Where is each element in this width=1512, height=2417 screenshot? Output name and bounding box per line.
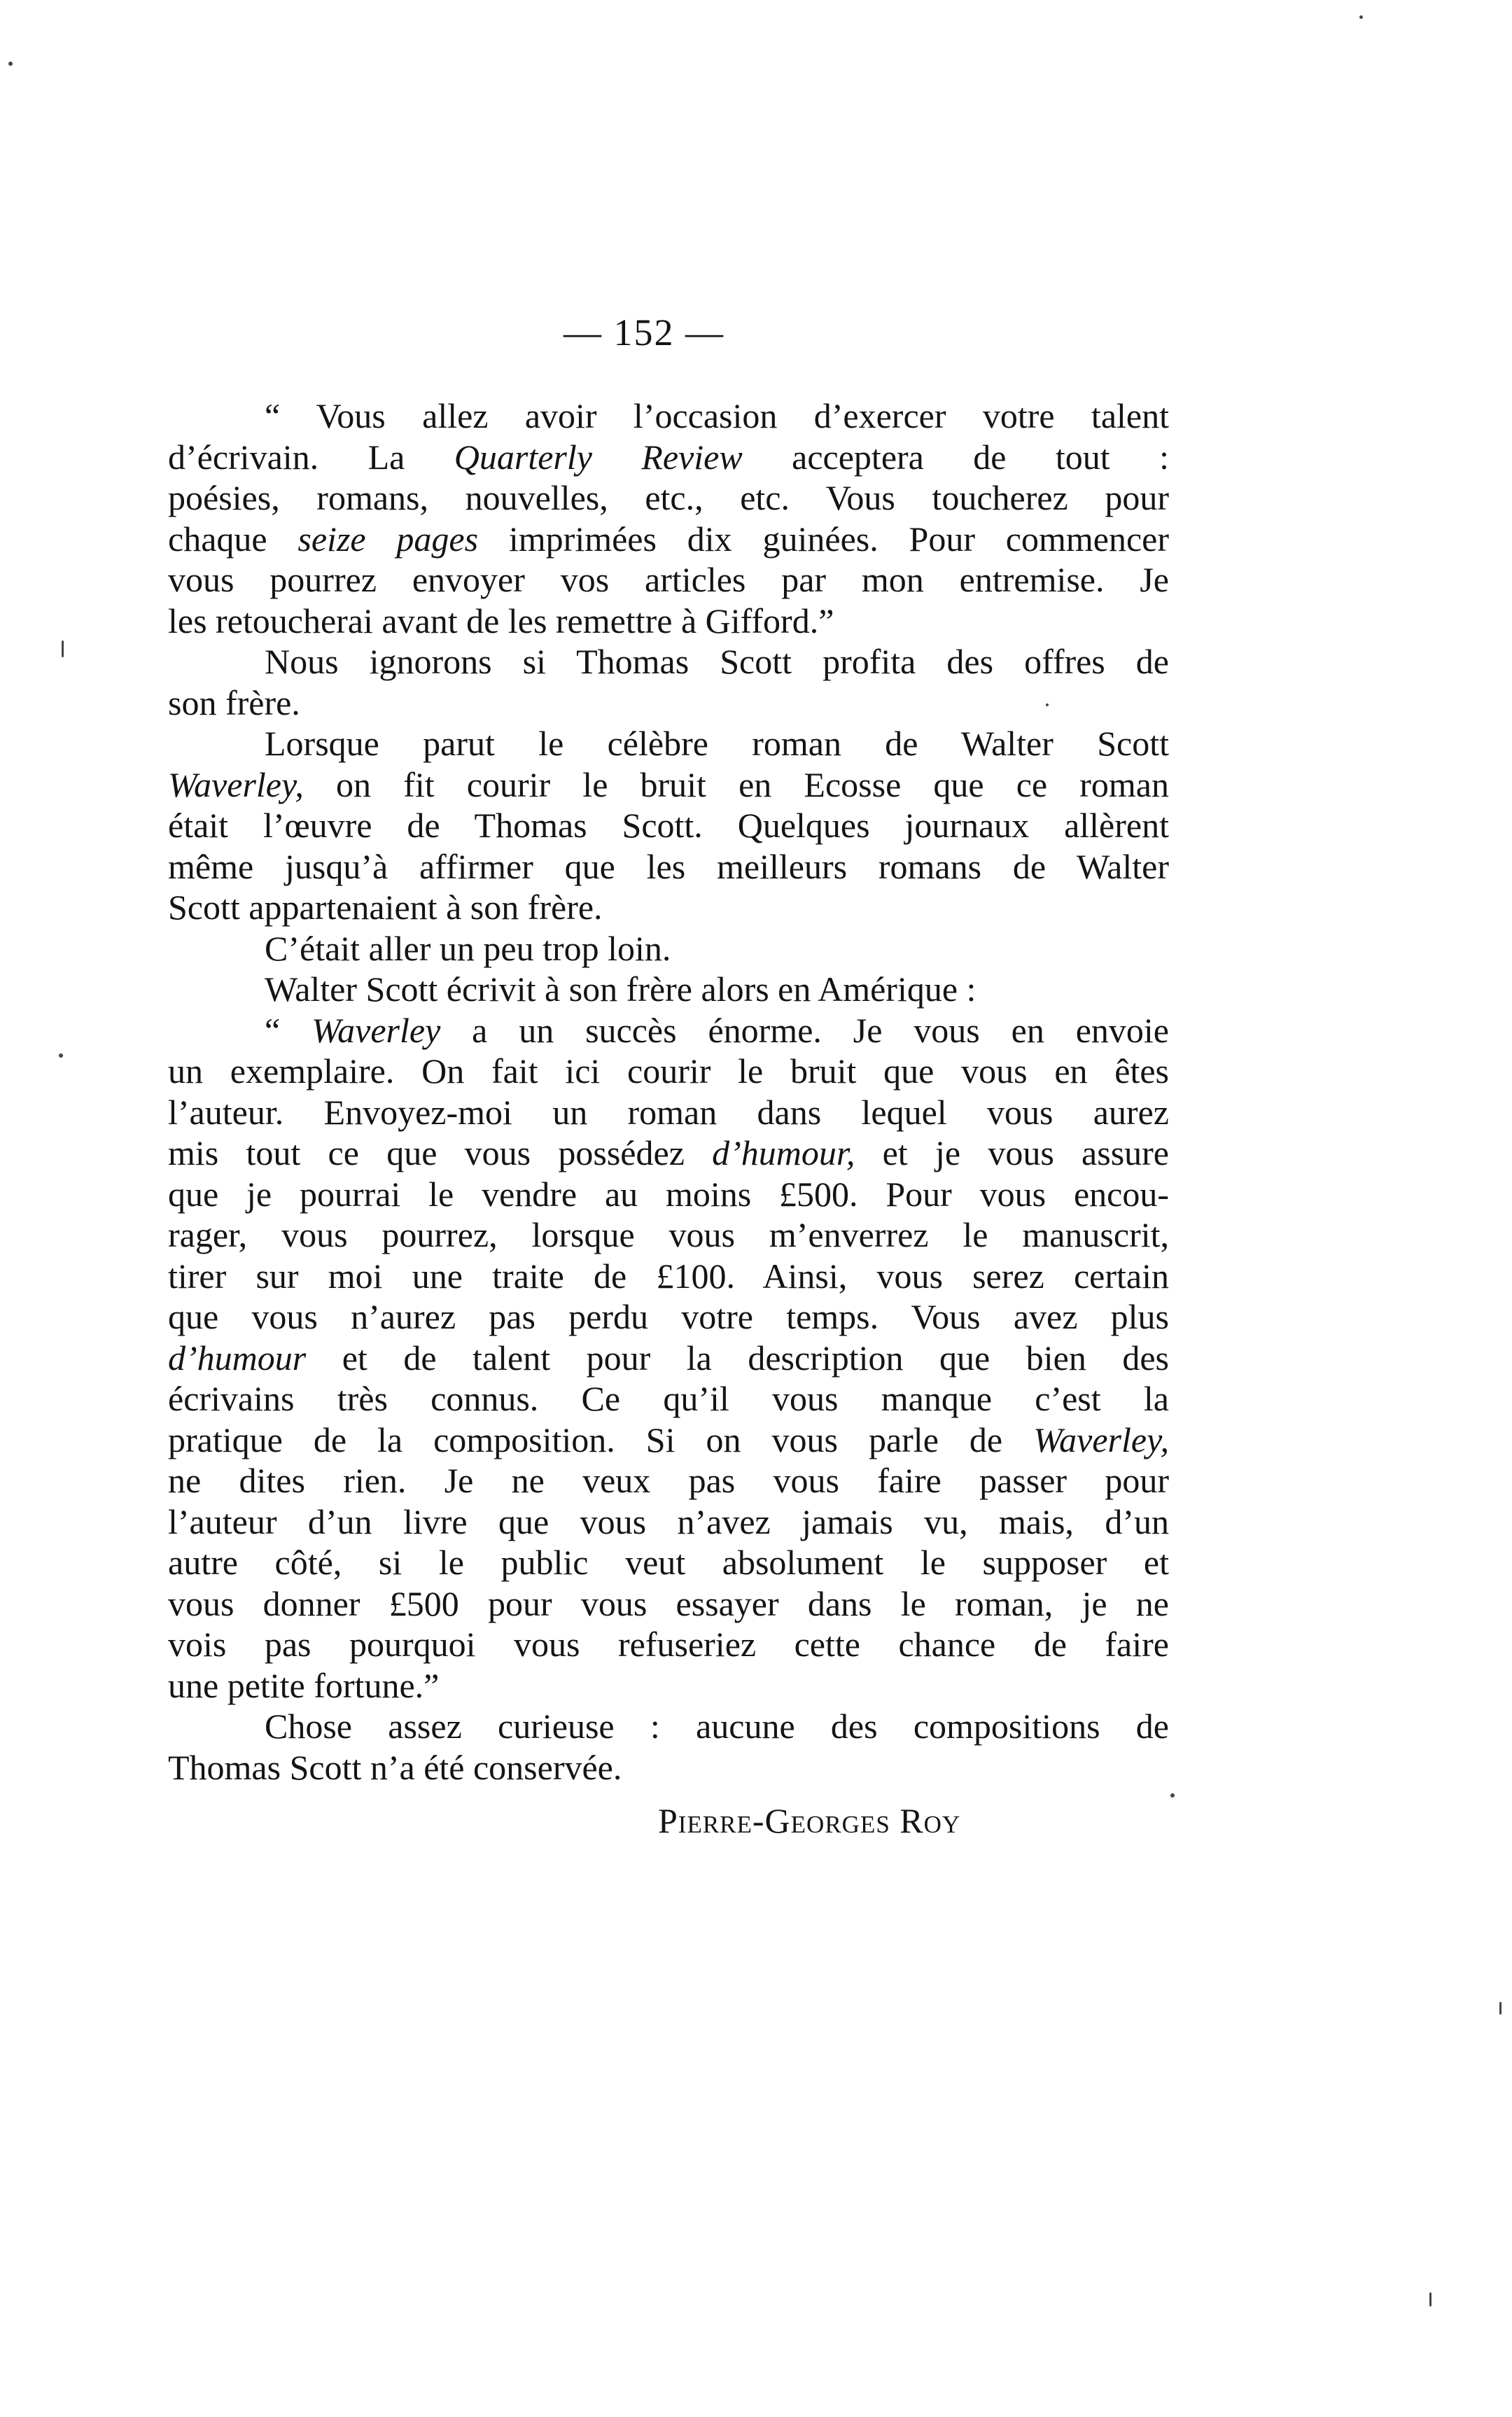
- text-run: poésies, romans, nouvelles, etc., etc. Vous toucherez pour: [168, 478, 1169, 517]
- text-line: [168, 805, 1169, 846]
- scan-speck: [1359, 15, 1363, 19]
- text-line: [168, 1133, 1169, 1174]
- text-run: était l’œuvre de Thomas Scott. Quelques journaux allèrent: [168, 806, 1169, 845]
- scan-speck: [59, 1053, 63, 1058]
- text-line: [168, 641, 1169, 682]
- body-text: [168, 395, 1169, 1788]
- text-line: [168, 1174, 1169, 1215]
- paragraph: [168, 969, 1169, 1010]
- text-run: que vous n’aurez pas perdu votre temps. Vous avez plus: [168, 1297, 1169, 1336]
- text-run: d’écrivain. La: [168, 437, 454, 477]
- text-run: on fit courir le bruit en Ecosse que ce roman: [303, 764, 1169, 804]
- text-run: a un succès énorme. Je vous en envoie: [440, 1010, 1169, 1050]
- text-line: [168, 1583, 1169, 1625]
- text-line: [168, 1010, 1169, 1051]
- text-run: l’auteur. Envoyez-moi un roman dans lequel vous aurez: [168, 1092, 1169, 1132]
- paragraph: [168, 641, 1169, 723]
- text-run: C’était aller un peu trop loin.: [265, 928, 671, 968]
- text-line: [168, 1214, 1169, 1256]
- scan-speck: [1499, 2002, 1502, 2015]
- text-run: écrivains très connus. Ce qu’il vous manque c’est la: [168, 1379, 1169, 1418]
- text-run: et je vous assure: [855, 1133, 1169, 1172]
- text-line: [168, 1665, 1169, 1707]
- scan-speck: [8, 62, 13, 66]
- text-line: [168, 1051, 1169, 1092]
- text-line: [168, 1624, 1169, 1665]
- text-run: une petite fortune.”: [168, 1665, 440, 1705]
- text-line: [168, 682, 1169, 724]
- text-run: chaque: [168, 519, 298, 559]
- text-run: Nous ignorons si Thomas Scott profita des offres de: [265, 642, 1169, 681]
- text-run: Thomas Scott n’a été conservée.: [168, 1747, 622, 1787]
- text-line: [168, 1296, 1169, 1338]
- text-run: son frère.: [168, 682, 300, 722]
- italic-text: d’humour: [168, 1338, 307, 1378]
- text-run: Chose assez curieuse : aucune des compositions de: [265, 1707, 1169, 1746]
- text-run: autre côté, si le public veut absolument le supposer et: [168, 1543, 1169, 1582]
- italic-text: seize pages: [298, 519, 479, 559]
- text-run: pratique de la composition. Si on vous parle de: [168, 1420, 1034, 1459]
- text-line: [168, 1706, 1169, 1747]
- text-run: imprimées dix guinées. Pour commencer: [478, 519, 1170, 559]
- italic-text: d’humour,: [712, 1133, 855, 1172]
- text-run: vois pas pourquoi vous refuseriez cette chance de faire: [168, 1625, 1169, 1664]
- text-line: [168, 1378, 1169, 1420]
- text-line: [168, 1542, 1169, 1583]
- text-line: [168, 1747, 1169, 1788]
- text-run: rager, vous pourrez, lorsque vous m’enverrez le manuscrit,: [168, 1215, 1169, 1254]
- text-line: [168, 969, 1169, 1010]
- italic-text: Waverley,: [168, 764, 304, 804]
- scan-speck: [1046, 703, 1049, 706]
- scan-speck: [62, 640, 64, 657]
- text-line: [168, 846, 1169, 888]
- author-signature: Pierre-Georges Roy: [658, 1801, 961, 1840]
- text-run: vous pourrez envoyer vos articles par mon entremise. Je: [168, 560, 1169, 599]
- text-line: [168, 1256, 1169, 1297]
- text-line: [168, 1092, 1169, 1133]
- text-run: Walter Scott écrivit à son frère alors en Amérique :: [265, 969, 976, 1009]
- text-run: “ Vous allez avoir l’occasion d’exercer votre talent: [265, 396, 1169, 435]
- text-run: Lorsque parut le célèbre roman de Walter Scott: [265, 724, 1169, 763]
- text-run: mis tout ce que vous possédez: [168, 1133, 713, 1172]
- text-run: Scott appartenaient à son frère.: [168, 888, 603, 927]
- text-run: ne dites rien. Je ne veux pas vous faire passer pour: [168, 1461, 1169, 1500]
- scan-speck: [1429, 2292, 1432, 2306]
- paragraph: [168, 928, 1169, 969]
- text-run: “: [265, 1010, 312, 1050]
- text-run: vous donner £500 pour vous essayer dans le roman, je ne: [168, 1583, 1169, 1623]
- text-line: [168, 437, 1169, 478]
- text-run: tirer sur moi une traite de £100. Ainsi, vous serez certain: [168, 1256, 1169, 1296]
- text-line: [168, 519, 1169, 560]
- text-line: [168, 1420, 1169, 1461]
- italic-text: Waverley: [312, 1010, 441, 1050]
- text-line: [168, 1460, 1169, 1501]
- text-line: [168, 723, 1169, 764]
- paragraph: [168, 395, 1169, 641]
- text-line: [168, 601, 1169, 642]
- text-line: [168, 559, 1169, 601]
- paragraph: [168, 1706, 1169, 1788]
- text-run: l’auteur d’un livre que vous n’avez jamais vu, mais, d’un: [168, 1501, 1169, 1541]
- text-run: et de talent pour la description que bien des: [306, 1338, 1169, 1378]
- italic-text: Waverley,: [1033, 1420, 1169, 1459]
- text-run: un exemplaire. On fait ici courir le bruit que vous en êtes: [168, 1051, 1169, 1091]
- page-number: — 152 —: [564, 311, 724, 353]
- text-line: [168, 1501, 1169, 1543]
- text-line: [168, 887, 1169, 928]
- text-line: [168, 764, 1169, 806]
- text-line: [168, 395, 1169, 437]
- text-line: [168, 477, 1169, 519]
- text-line: [168, 1338, 1169, 1379]
- text-line: [168, 928, 1169, 969]
- text-run: les retoucherai avant de les remettre à Gifford.”: [168, 601, 834, 640]
- text-run: acceptera de tout :: [742, 437, 1169, 477]
- paragraph: [168, 1010, 1169, 1707]
- italic-text: Quarterly Review: [454, 437, 743, 477]
- text-run: même jusqu’à affirmer que les meilleurs romans de Walter: [168, 846, 1169, 886]
- text-run: que je pourrai le vendre au moins £500. Pour vous encou-: [168, 1174, 1169, 1214]
- paragraph: [168, 723, 1169, 928]
- scan-speck: [1170, 1793, 1175, 1798]
